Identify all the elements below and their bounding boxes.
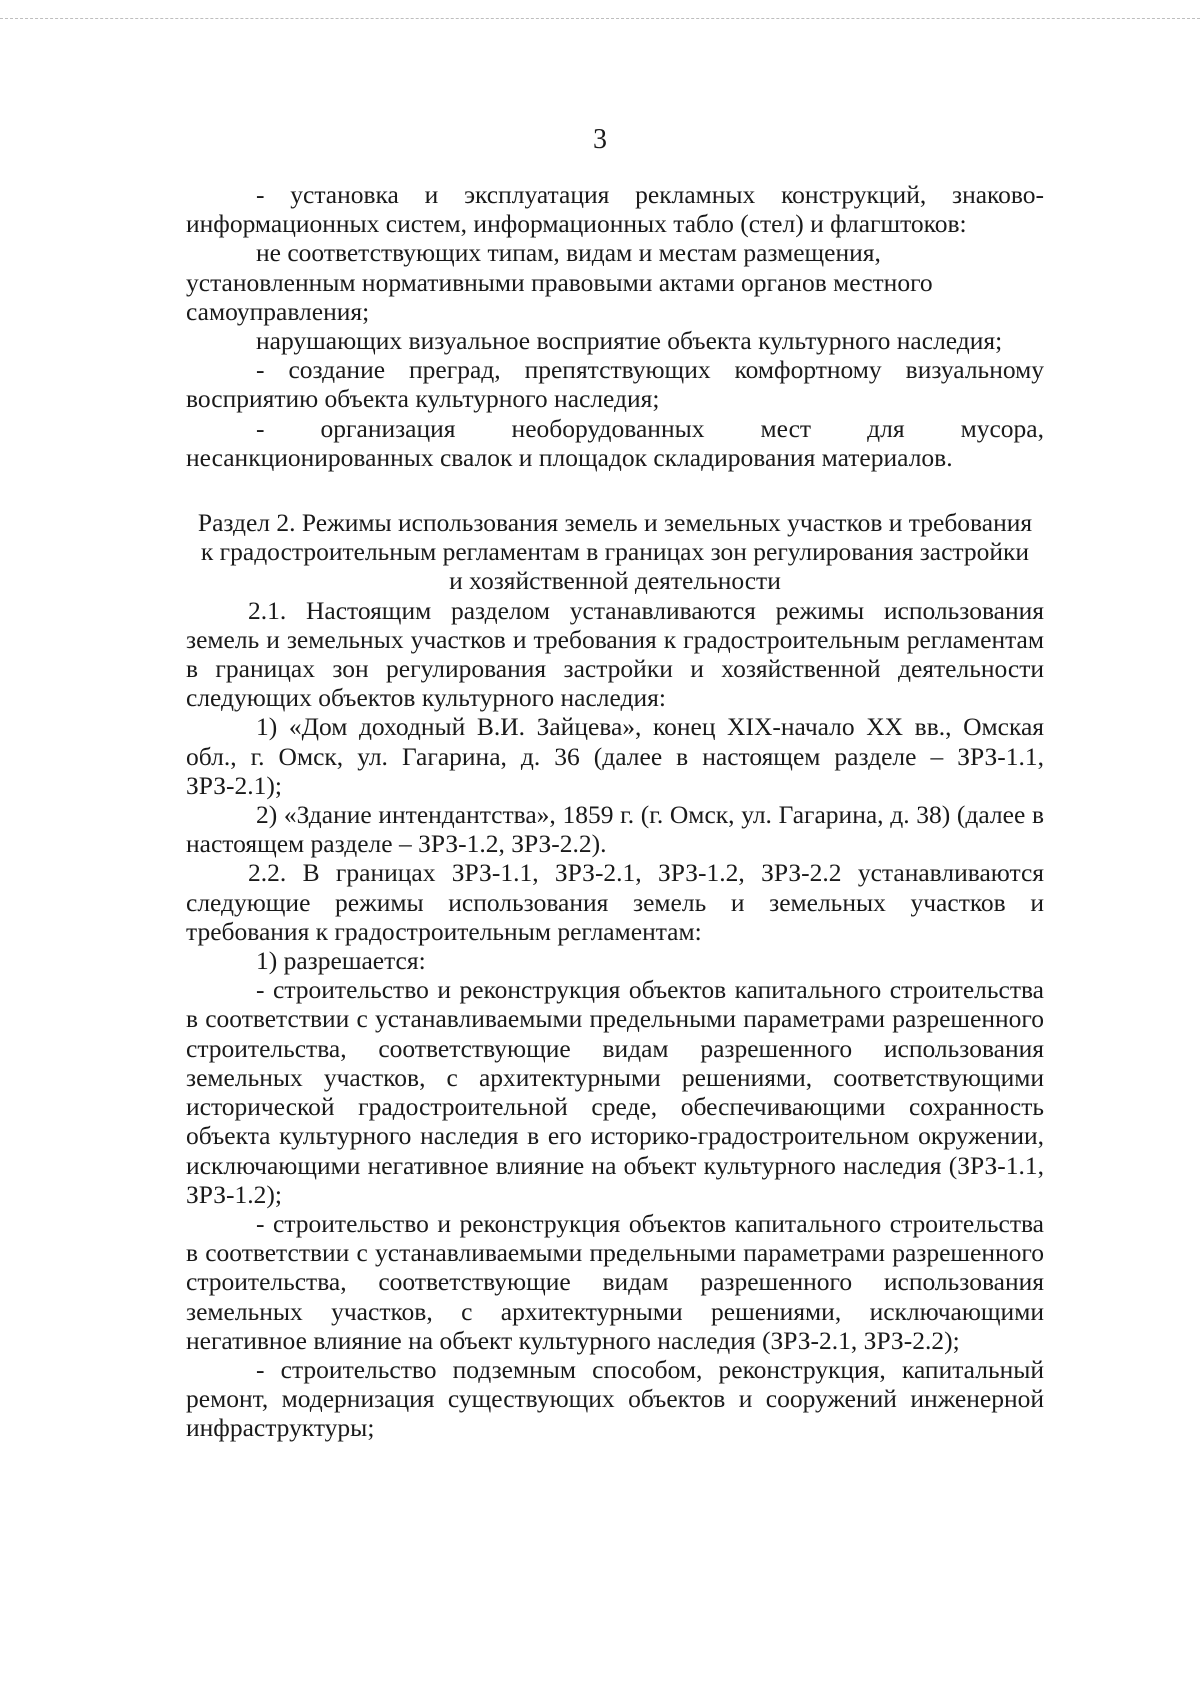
list-item-2: 2) «Здание интендантства», 1859 г. (г. Омск, ул. Гагарина, д. 38) (далее в настоящем разделе – ЗРЗ-1.2, ЗРЗ-2.2).: [186, 800, 1044, 859]
list-item-1: 1) «Дом доходный В.И. Зайцева», конец XIX-начало XX вв., Омская обл., г. Омск, ул. Гагарина, д. 36 (далее в настоящем разделе – ЗРЗ-1.1, ЗРЗ-2.1);: [186, 712, 1044, 800]
paragraph-visual-perception: нарушающих визуальное восприятие объекта культурного наследия;: [256, 326, 1003, 356]
scan-top-edge: [0, 18, 1200, 19]
paragraph-2-2: 2.2. В границах ЗРЗ-1.1, ЗРЗ-2.1, ЗРЗ-1.2, ЗРЗ-2.2 устанавливаются следующие режимы использования земель и земельных участков и требования к градостроительным регламентам:: [186, 858, 1044, 946]
paragraph-advertising: - установка и эксплуатация рекламных конструкций, знаково-информационных систем, информационных табло (стел) и флагштоков:: [186, 180, 1044, 239]
bullet-construction-2: - строительство и реконструкция объектов капитального строительства в соответствии с устанавливаемыми предельными параметрами разрешенного строительства, соответствующие видам разрешенного использования земельных участков, с архитектурными решениями, исключающими негативное влияние на объект культурного наследия (ЗРЗ-2.1, ЗРЗ-2.2);: [186, 1208, 1044, 1355]
paragraph-garbage: - организация необорудованных мест для мусора, несанкционированных свалок и площадок складирования материалов.: [186, 413, 1044, 472]
document-body: [186, 180, 1044, 1443]
paragraph-barriers: - создание преград, препятствующих комфортному визуальному восприятию объекта культурного наследия;: [186, 355, 1044, 414]
paragraph-2-1: 2.1. Настоящим разделом устанавливаются режимы использования земель и земельных участков и требования к градостроительным регламентам в границах зон регулирования застройки и хозяйственной деятельности следующих объектов культурного наследия:: [186, 595, 1044, 713]
paragraph-not-matching-types: не соответствующих типам, видам и местам размещения, установленным нормативными правовыми актами органов местного самоуправления;: [186, 238, 933, 326]
bullet-construction-1: - строительство и реконструкция объектов капитального строительства в соответствии с устанавливаемыми предельными параметрами разрешенного строительства, соответствующие видам разрешенного использования земельных участков, с архитектурными решениями, соответствующими исторической градостроительной среде, обеспечивающими сохранность объекта культурного наследия в его историко-градостроительном окружении, исключающими негативное влияние на объект культурного наследия (ЗРЗ-1.1, ЗРЗ-1.2);: [186, 975, 1044, 1209]
page-number: 3: [593, 124, 607, 155]
section-2-heading: Раздел 2. Режимы использования земель и земельных участков и требования к градостроительным регламентам в границах зон регулирования застройки и хозяйственной деятельности: [197, 508, 1033, 596]
paragraph-allowed: 1) разрешается:: [256, 946, 426, 976]
bullet-underground: - строительство подземным способом, реконструкция, капитальный ремонт, модернизация существующих объектов и сооружений инженерной инфраструктуры;: [186, 1354, 1044, 1443]
